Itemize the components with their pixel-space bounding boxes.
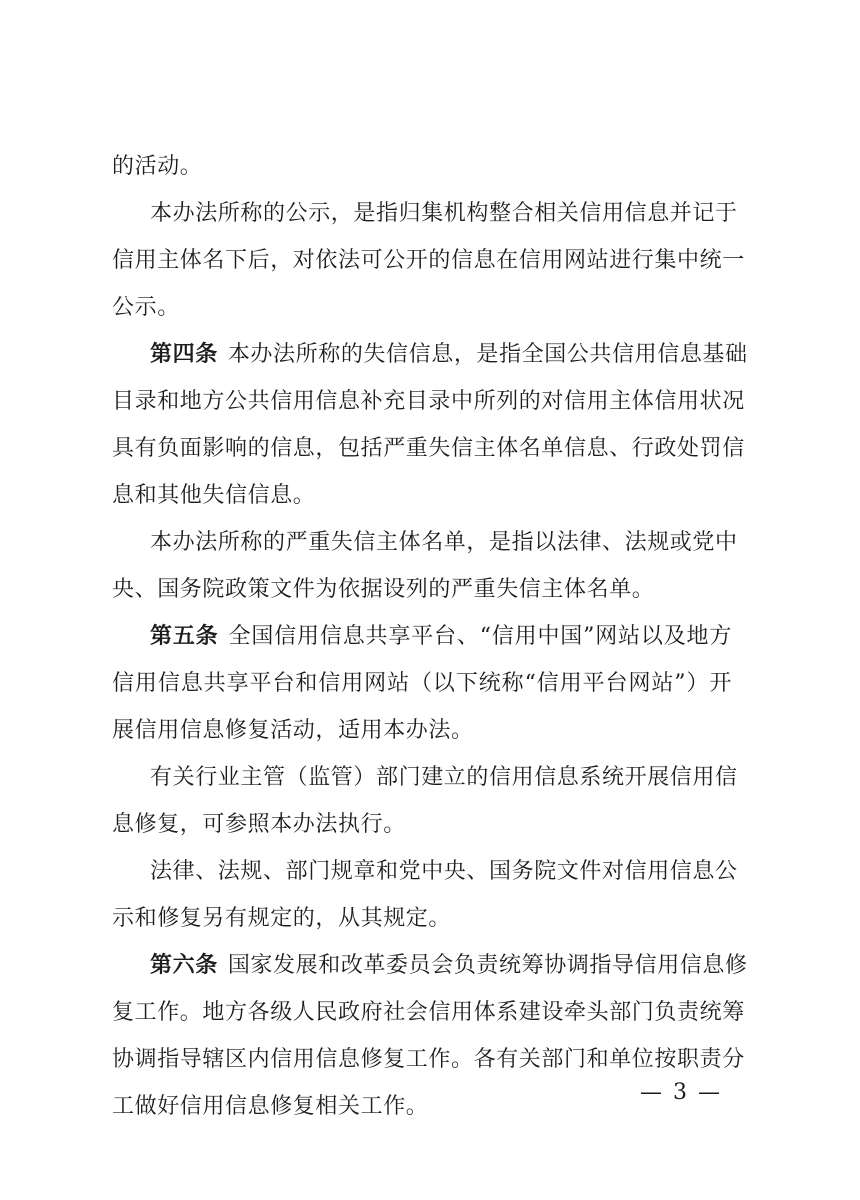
text-line: 协调指导辖区内信用信息修复工作。各有关部门和单位按职责分 [112,1047,745,1072]
text-line: 目录和地方公共信用信息补充目录中所列的对信用主体信用状况 [112,389,745,414]
text-line: 的活动。 [112,154,203,179]
text-line: 法律、法规、部门规章和党中央、国务院文件对信用信息公 [150,859,738,884]
article-text: 国家发展和改革委员会负责统筹协调指导信用信息修 [227,953,748,978]
article-text: 本办法所称的失信信息，是指全国公共信用信息基础 [227,342,748,367]
text-line: 信用主体名下后，对依法可公开的信息在信用网站进行集中统一 [112,248,745,273]
text-line: 示和修复另有规定的，从其规定。 [112,906,452,931]
text-line: 展信用信息修复活动，适用本办法。 [112,718,474,743]
text-line: 工做好信用信息修复相关工作。 [112,1094,429,1119]
page-number: — 3 — [640,1080,722,1105]
article-line [150,622,732,652]
text-line: 本办法所称的严重失信主体名单，是指以法律、法规或党中 [150,530,738,555]
text-line: 公示。 [112,295,180,320]
text-line: 息修复，可参照本办法执行。 [112,812,406,837]
text-line: 具有负面影响的信息，包括严重失信主体名单信息、行政处罚信 [112,436,745,461]
article-number: 第六条 [150,953,218,978]
article-line [150,340,748,370]
article-number: 第四条 [150,342,218,367]
article-text: 全国信用信息共享平台、“信用中国”网站以及地方 [228,624,732,649]
text-line: 息和其他失信信息。 [112,483,316,508]
article-line [150,951,748,981]
text-line: 央、国务院政策文件为依据设列的严重失信主体名单。 [112,577,655,602]
article-number: 第五条 [150,624,219,649]
text-line: 有关行业主管（监管）部门建立的信用信息系统开展信用信 [150,765,738,790]
text-line: 复工作。地方各级人民政府社会信用体系建设牵头部门负责统筹 [112,1000,745,1025]
text-line: 信用信息共享平台和信用网站（以下统称“信用平台网站”）开 [112,671,732,696]
text-line: 本办法所称的公示，是指归集机构整合相关信用信息并记于 [150,201,738,226]
